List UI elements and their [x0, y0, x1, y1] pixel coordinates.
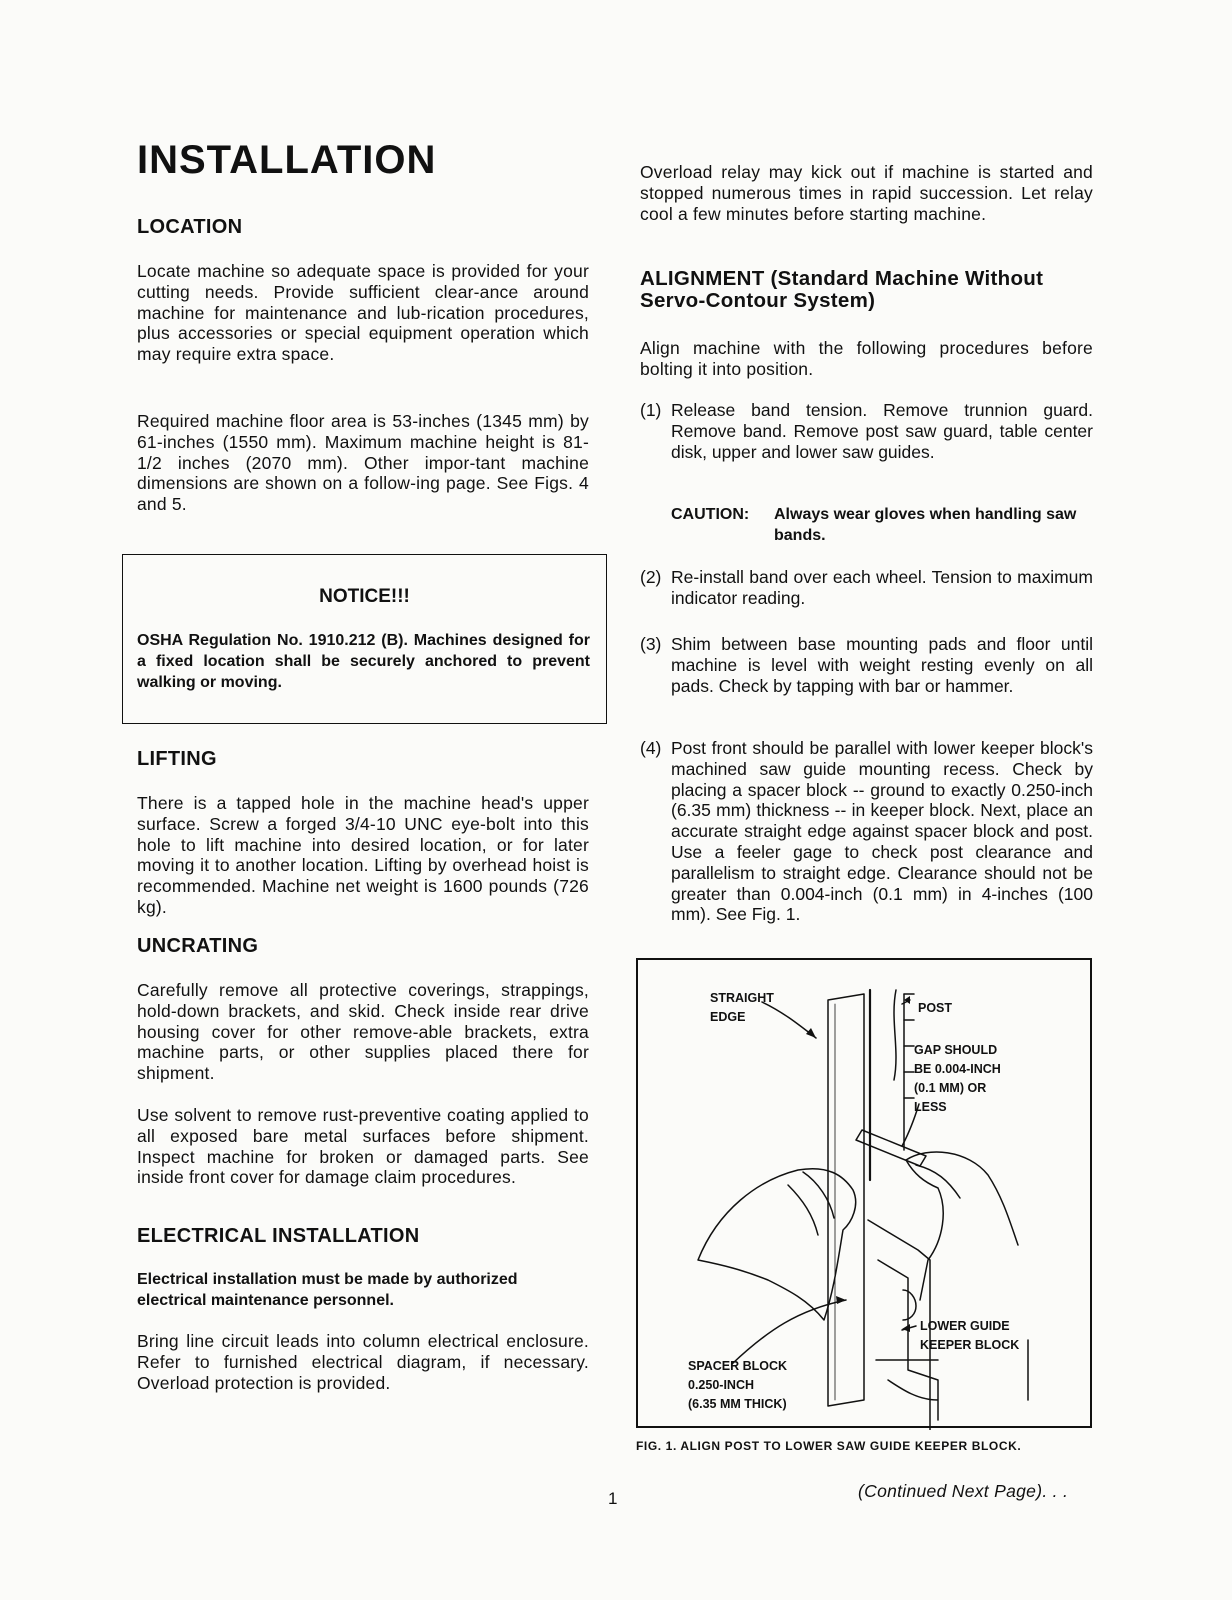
step-text: Shim between base mounting pads and floor until machine is level with weight resting evenly on all pads. Check by tapping with bar or hammer.: [671, 634, 1093, 696]
step-number: (4): [640, 738, 662, 758]
uncrating-paragraph-1: Carefully remove all protective coverings, strappings, hold-down brackets, and skid. Check inside rear drive housing cover for other remove-able brackets, extra machine parts, or other supplies placed there for shipment.: [137, 980, 589, 1084]
lifting-heading: LIFTING: [137, 748, 217, 770]
alignment-intro: Align machine with the following procedures before bolting it into position.: [640, 338, 1093, 379]
notice-box: [122, 554, 607, 724]
straight-edge-label: STRAIGHT: [710, 991, 774, 1005]
straight-edge-label: EDGE: [710, 1010, 746, 1024]
location-paragraph-1: Locate machine so adequate space is provided for your cutting needs. Provide sufficient clear-ance around machine for maintenance and lub-rication procedures, plus accessories or special equipment operation which may require extra space.: [137, 261, 589, 365]
step-2: [640, 567, 1093, 609]
step-text: Release band tension. Remove trunnion guard. Remove band. Remove post saw guard, table center disk, upper and lower saw guides.: [671, 400, 1093, 462]
step-1: [640, 400, 1093, 462]
feeler-gage-drawing: [856, 1130, 926, 1166]
caution-text: Always wear gloves when handling saw bands.: [774, 506, 1077, 544]
location-paragraph-2: Required machine floor area is 53-inches (1345 mm) by 61-inches (1550 mm). Maximum machine height is 81-1/2 inches (2070 mm). Other impor-tant machine dimensions are shown on a follow-ing page. See Figs. 4 and 5.: [137, 411, 589, 515]
step-3: [640, 634, 1093, 696]
continued-note: (Continued Next Page). . .: [858, 1481, 1069, 1501]
lower-guide-label: KEEPER BLOCK: [920, 1338, 1020, 1352]
uncrating-heading: UNCRATING: [137, 935, 259, 957]
post-label: POST: [918, 1001, 953, 1015]
figure-caption: FIG. 1. ALIGN POST TO LOWER SAW GUIDE KEEPER BLOCK.: [636, 1439, 1022, 1453]
spacer-block-label: (6.35 MM THICK): [688, 1397, 787, 1411]
alignment-illustration: [638, 960, 1094, 1430]
location-heading: LOCATION: [137, 216, 243, 238]
figure-1: [636, 958, 1092, 1428]
lower-guide-label: LOWER GUIDE: [920, 1319, 1010, 1333]
alignment-heading: ALIGNMENT (Standard Machine Without Servo-Contour System): [640, 267, 1044, 312]
lifting-paragraph: There is a tapped hole in the machine head's upper surface. Screw a forged 3/4-10 UNC eye-bolt into this hole to lift machine into desired location, or for later moving it to another location. Lifting by overhead hoist is recommended. Machine net weight is 1600 pounds (726 kg).: [137, 793, 589, 917]
spacer-block-label: SPACER BLOCK: [688, 1359, 788, 1373]
electrical-warning: Electrical installation must be made by authorized electrical maintenance personnel.: [137, 1271, 518, 1309]
step-number: (1): [640, 400, 662, 420]
step-number: (3): [640, 634, 662, 654]
page-title: INSTALLATION: [137, 138, 437, 182]
spacer-block-label: 0.250-INCH: [688, 1378, 754, 1392]
step-text: Post front should be parallel with lower keeper block's machined saw guide mounting recess. Check by placing a spacer block -- ground to exactly 0.250-inch (6.35 mm) thickness -- in keeper block. Next, place an accurate straight edge against spacer block and post. Use a feeler gage to check post clearance and parallelism to straight edge. Clearance should not be greater than 0.004-inch (0.1 mm) in 4-inches (100 mm). See Fig. 1.: [671, 738, 1093, 925]
overload-paragraph: Overload relay may kick out if machine is started and stopped numerous times in rapid succession. Let relay cool a few minutes before starting machine.: [640, 162, 1093, 224]
right-hand-drawing: [906, 1152, 1018, 1245]
caution-label: CAUTION:: [671, 506, 750, 523]
spacer-block-pointer: [732, 1300, 846, 1364]
gap-label: GAP SHOULD: [914, 1043, 998, 1057]
step-4: [640, 738, 1093, 925]
gap-label: (0.1 MM) OR: [914, 1081, 987, 1095]
step-number: (2): [640, 567, 662, 587]
left-hand-drawing: [698, 1169, 856, 1320]
electrical-paragraph: Bring line circuit leads into column electrical enclosure. Refer to furnished electrical diagram, if necessary. Overload protection is provided.: [137, 1331, 589, 1393]
page-number: 1: [608, 1489, 618, 1508]
straight-edge-drawing: [828, 994, 864, 1406]
notice-text: OSHA Regulation No. 1910.212 (B). Machines designed for a fixed location shall be securely anchored to prevent walking or moving.: [137, 632, 590, 691]
uncrating-paragraph-2: Use solvent to remove rust-preventive coating applied to all exposed bare metal surfaces before shipment. Inspect machine for broken or damaged parts. See inside front cover for damage claim procedures.: [137, 1105, 589, 1188]
electrical-heading: ELECTRICAL INSTALLATION: [137, 1225, 420, 1247]
gap-label: BE 0.004-INCH: [914, 1062, 1001, 1076]
caution-note: [671, 505, 1093, 547]
step-text: Re-install band over each wheel. Tension to maximum indicator reading.: [671, 567, 1093, 608]
notice-title: NOTICE!!!: [319, 586, 410, 607]
gap-label: LESS: [914, 1100, 947, 1114]
